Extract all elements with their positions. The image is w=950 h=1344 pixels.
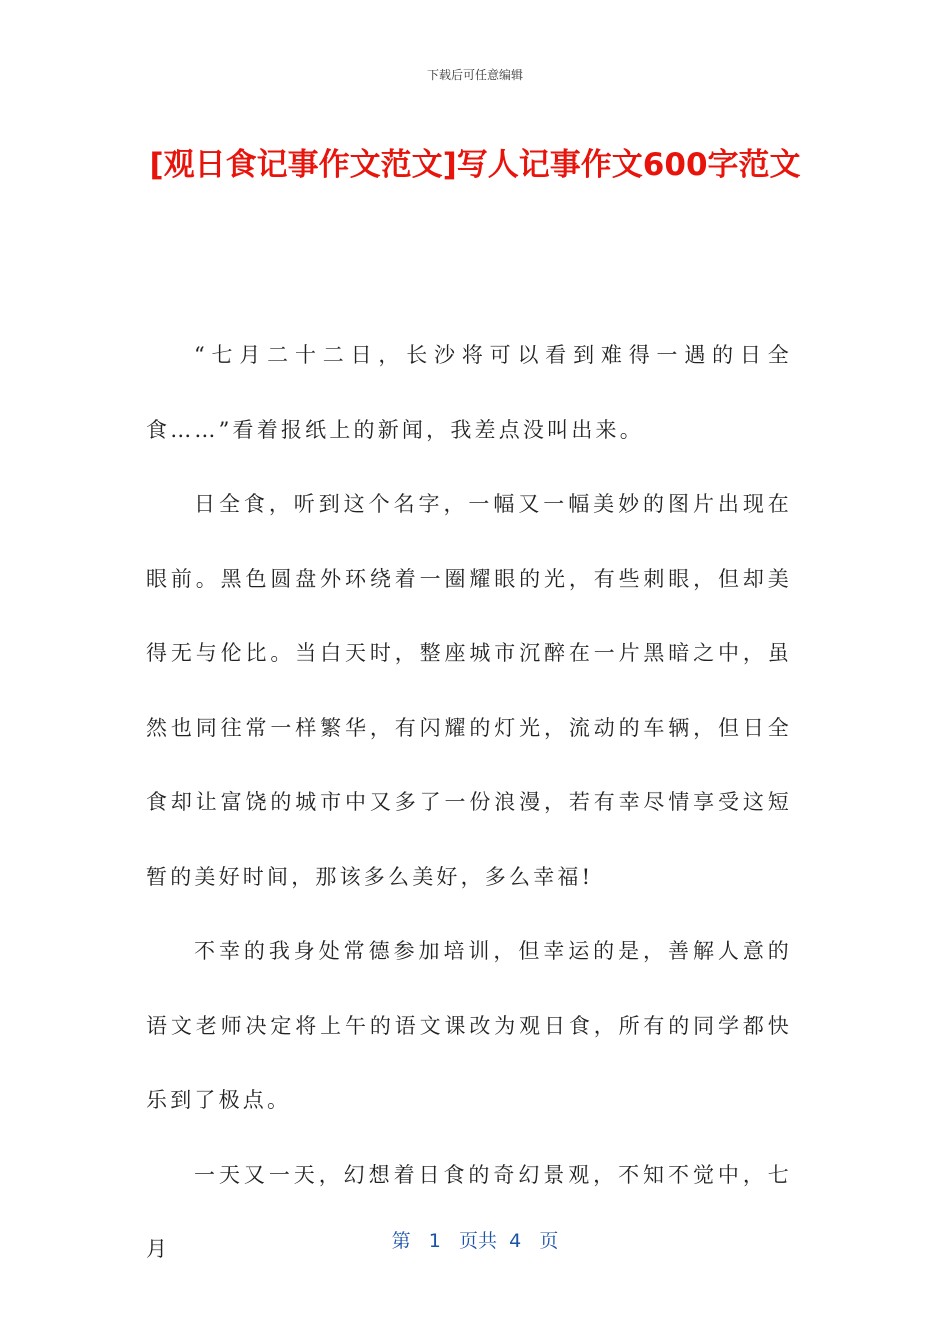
document-body: [146, 318, 792, 1287]
paragraph-4: 一天又一天，幻想着日食的奇幻景观，不知不觉中，七月: [146, 1162, 792, 1261]
total-pages-number: 4: [509, 1230, 522, 1252]
header-note: 下载后可任意编辑: [426, 68, 523, 82]
page-label-suffix: 页: [539, 1230, 559, 1252]
page-label-mid: 页共: [459, 1230, 498, 1252]
page-footer: [0, 1226, 950, 1253]
document-title: [观日食记事作文范文]写人记事作文600字范文: [149, 147, 801, 183]
current-page-number: 1: [428, 1230, 441, 1252]
page-label-prefix: 第: [391, 1230, 411, 1252]
paragraph-3: 不幸的我身处常德参加培训，但幸运的是，善解人意的语文老师决定将上午的语文课改为观日食，所有的同学都快乐到了极点。: [146, 939, 792, 1112]
paragraph-2: 日全食，听到这个名字，一幅又一幅美妙的图片出现在眼前。黑色圆盘外环绕着一圈耀眼的光，有些刺眼，但却美得无与伦比。当白天时，整座城市沉醉在一片黑暗之中，虽然也同往常一样繁华，有闪耀的灯光，流动的车辆，但日全食却让富饶的城市中又多了一份浪漫，若有幸尽情享受这短暂的美好时间，那该多么美好，多么幸福!: [146, 492, 792, 889]
paragraph-1: “七月二十二日，长沙将可以看到难得一遇的日全食……”看着报纸上的新闻，我差点没叫出来。: [146, 343, 792, 442]
